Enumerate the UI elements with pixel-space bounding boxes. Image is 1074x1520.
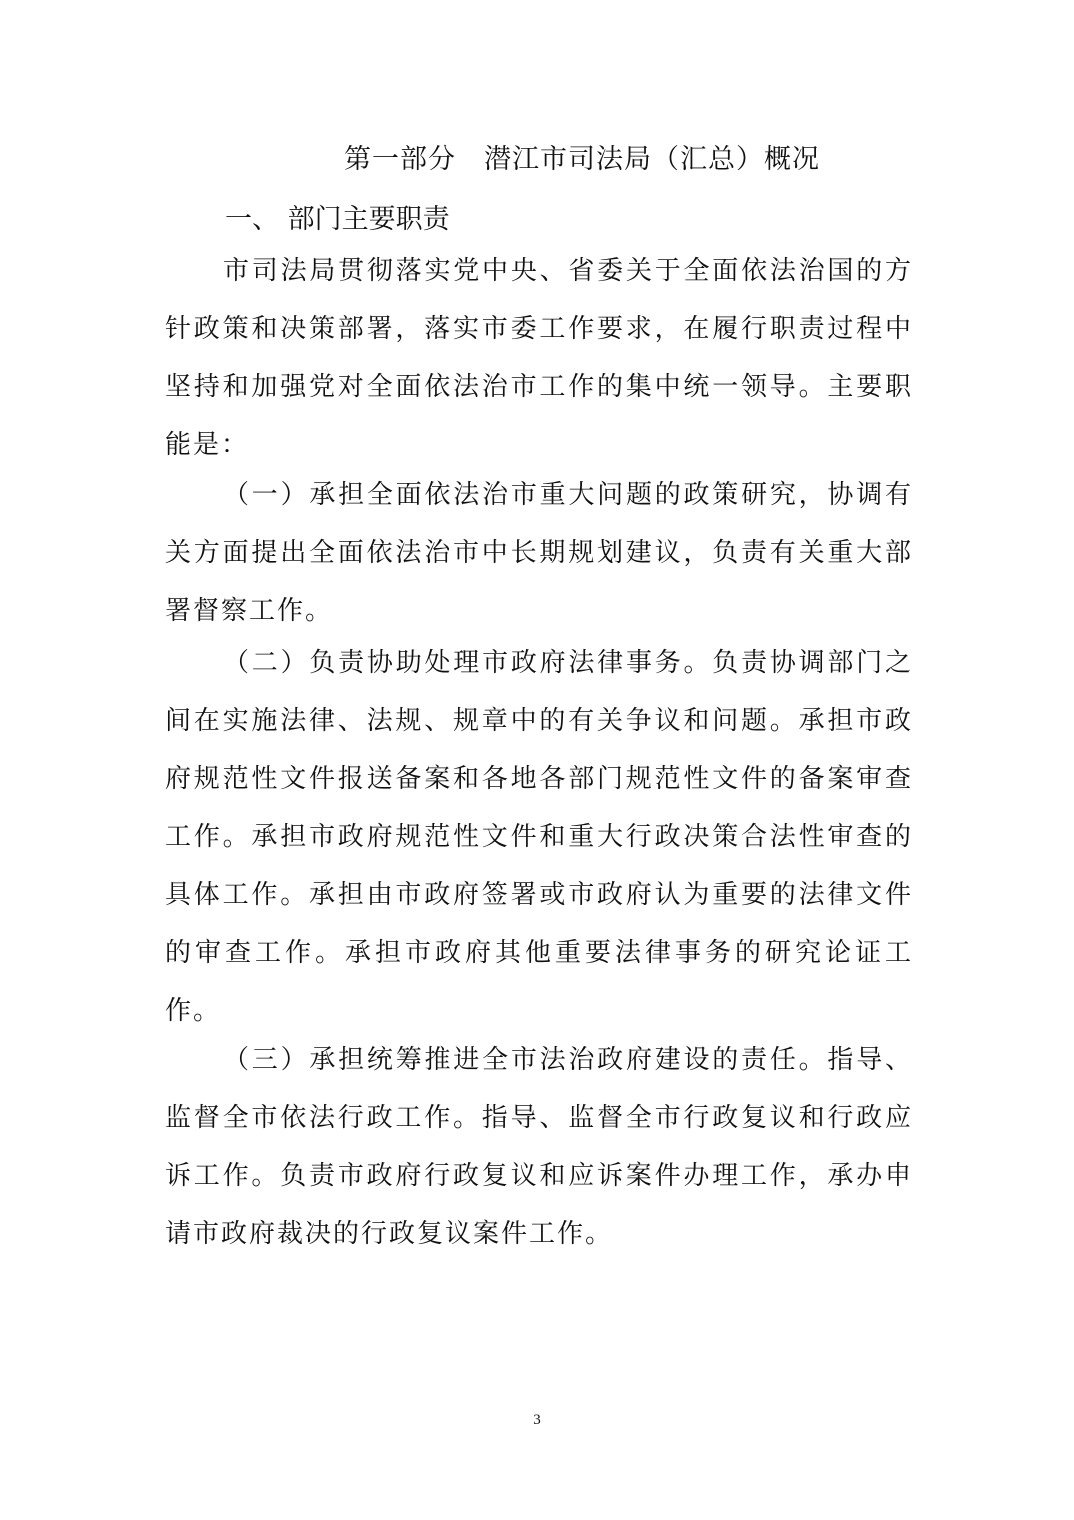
page-title: 第一部分 潜江市司法局（汇总）概况 <box>344 144 820 175</box>
paragraph-intro: 市司法局贯彻落实党中央、省委关于全面依法治国的方针政策和决策部署，落实市委工作要求，在履行职责过程中坚持和加强党对全面依法治市工作的集中统一领导。主要职能是： <box>165 256 913 460</box>
paragraph-duty-2: （二）负责协助处理市政府法律事务。负责协调部门之间在实施法律、法规、规章中的有关争议和问题。承担市政府规范性文件报送备案和各地各部门规范性文件的备案审查工作。承担市政府规范性文件和重大行政决策合法性审查的具体工作。承担由市政府签署或市政府认为重要的法律文件的审查工作。承担市政府其他重要法律事务的研究论证工作。 <box>165 648 913 1026</box>
page-number: 3 <box>533 1412 541 1428</box>
section-heading: 一、 部门主要职责 <box>225 204 450 235</box>
paragraph-duty-3: （三）承担统筹推进全市法治政府建设的责任。指导、监督全市依法行政工作。指导、监督全市行政复议和行政应诉工作。负责市政府行政复议和应诉案件办理工作，承办申请市政府裁决的行政复议案件工作。 <box>165 1045 913 1249</box>
paragraph-duty-1: （一）承担全面依法治市重大问题的政策研究，协调有关方面提出全面依法治市中长期规划建议，负责有关重大部署督察工作。 <box>165 480 913 626</box>
